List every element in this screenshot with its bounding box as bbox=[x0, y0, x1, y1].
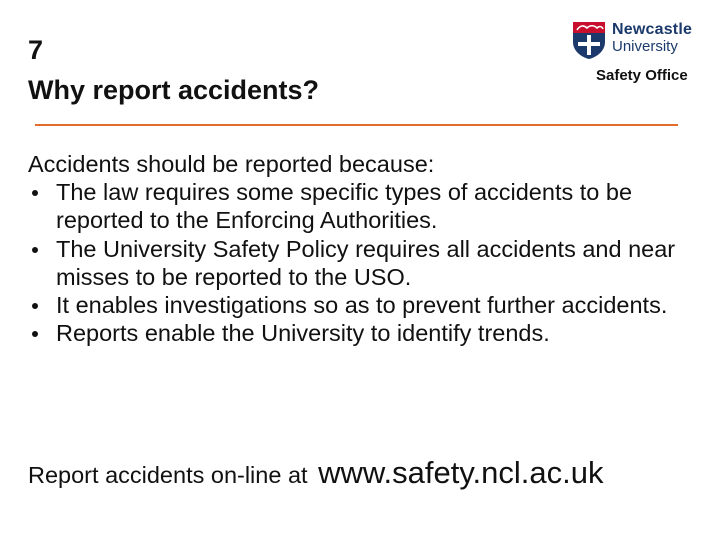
bullet-icon bbox=[32, 247, 38, 253]
crest-icon bbox=[572, 20, 606, 60]
list-item-text: It enables investigations so as to prevent further accidents. bbox=[56, 292, 668, 319]
divider bbox=[35, 124, 678, 126]
intro-text: Accidents should be reported because: bbox=[28, 151, 435, 177]
logo-subname: University bbox=[612, 38, 678, 55]
list-item bbox=[28, 291, 698, 319]
slide-heading bbox=[28, 30, 319, 110]
slide-title: Why report accidents? bbox=[28, 75, 320, 105]
bullet-list bbox=[28, 178, 698, 347]
bullet-icon bbox=[32, 303, 38, 309]
logo-office: Safety Office bbox=[596, 67, 688, 84]
bullet-icon bbox=[32, 190, 38, 196]
body-content bbox=[28, 150, 698, 347]
list-item-text: Reports enable the University to identify trends. bbox=[56, 320, 550, 347]
university-logo bbox=[572, 20, 702, 86]
safety-website-link[interactable]: www.safety.ncl.ac.uk bbox=[318, 455, 604, 490]
logo-name: Newcastle bbox=[612, 21, 693, 38]
footer-prefix: Report accidents on-line at bbox=[28, 462, 308, 488]
list-item bbox=[28, 178, 698, 234]
bullet-icon bbox=[32, 331, 38, 337]
list-item-text: The University Safety Policy requires all accidents and near misses to be reported to the USO. bbox=[56, 235, 676, 290]
footer bbox=[28, 456, 604, 492]
list-item bbox=[28, 319, 698, 347]
slide-number: 7 bbox=[28, 35, 44, 65]
list-item-text: The law requires some specific types of accidents to be reported to the Enforcing Authorities. bbox=[56, 179, 633, 234]
list-item bbox=[28, 235, 698, 291]
